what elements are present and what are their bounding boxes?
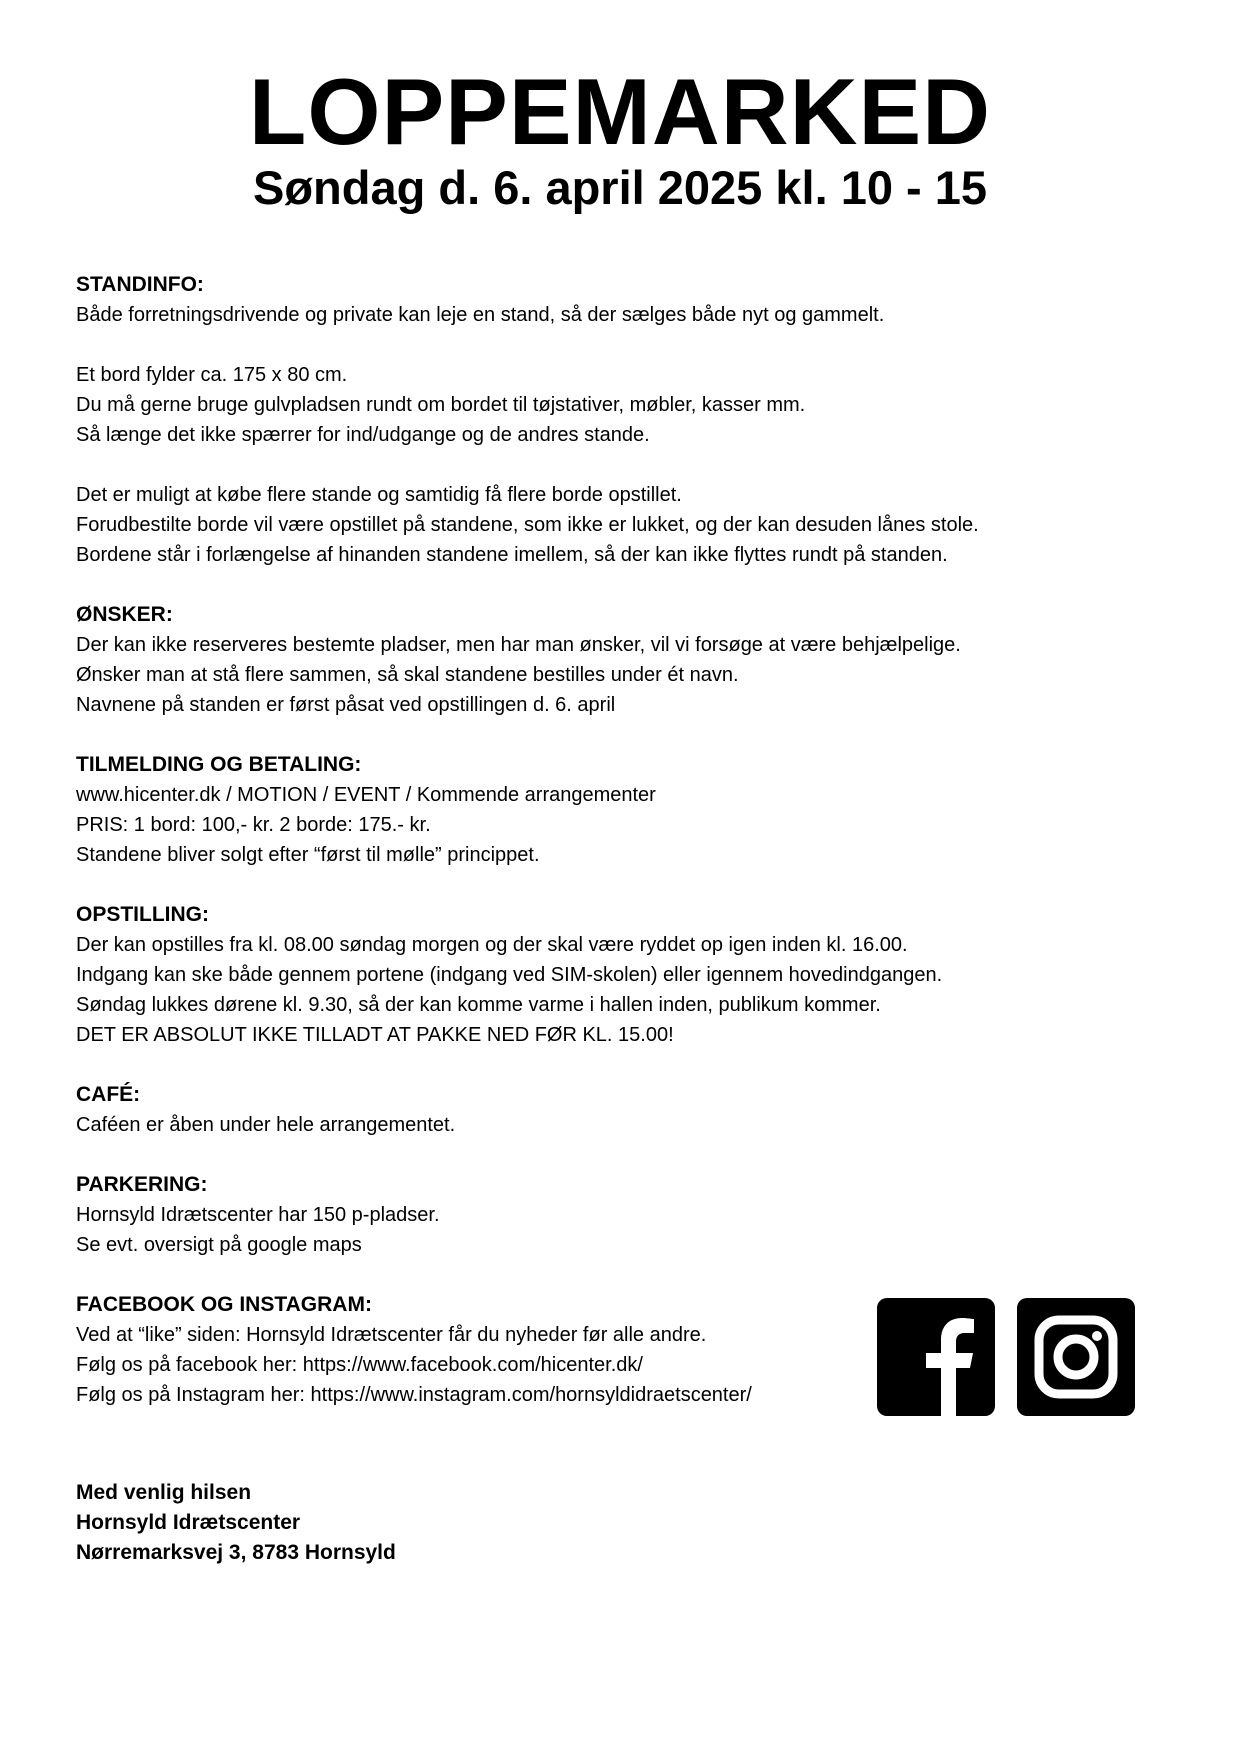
text-line: Ved at “like” siden: Hornsyld Idrætscenter får du nyheder før alle andre. [76,1324,707,1346]
spacer [76,330,1186,360]
event-date: Søndag d. 6. april 2025 kl. 10 - 15 [252,161,988,214]
section [76,1170,1186,1260]
social-icons [877,1298,1135,1416]
section-heading: STANDINFO: [76,273,204,296]
section [76,600,1186,720]
text-line: PRIS: 1 bord: 100,- kr. 2 borde: 175.- kr. [76,814,431,836]
text-line: Både forretningsdrivende og private kan leje en stand, så der sælges både nyt og gammelt. [76,304,885,326]
text-line: Søndag lukkes dørene kl. 9.30, så der kan komme varme i hallen inden, publikum kommer. [76,994,881,1016]
text-line: Bordene står i forlængelse af hinanden standene imellem, så der kan ikke flyttes rundt på standen. [76,544,948,566]
text-line: Så længe det ikke spærrer for ind/udgange og de andres stande. [76,424,650,446]
text-line: Se evt. oversigt på google maps [76,1234,362,1256]
text-line: Standene bliver solgt efter “først til mølle” princippet. [76,844,540,866]
page-title: LOPPEMARKED [248,59,992,164]
text-line: DET ER ABSOLUT IKKE TILLADT AT PAKKE NED FØR KL. 15.00! [76,1024,674,1046]
instagram-icon[interactable] [1017,1298,1135,1416]
spacer [76,450,1186,480]
text-line: Du må gerne bruge gulvpladsen rundt om bordet til tøjstativer, møbler, kasser mm. [76,394,806,416]
section-heading: PARKERING: [76,1173,208,1196]
text-line: Der kan ikke reserveres bestemte pladser, men har man ønsker, vil vi forsøge at være behjælpelige. [76,634,961,656]
info-sections [76,270,1186,1440]
signoff-line: Hornsyld Idrætscenter [76,1511,301,1534]
section [76,750,1186,870]
text-line: www.hicenter.dk / MOTION / EVENT / Kommende arrangementer [76,784,656,806]
text-line: Ønsker man at stå flere sammen, så skal standene bestilles under ét navn. [76,664,739,686]
signoff [76,1478,396,1568]
signoff-line: Med venlig hilsen [76,1481,252,1504]
text-line: Caféen er åben under hele arrangementet. [76,1114,456,1136]
text-line: Navnene på standen er først påsat ved opstillingen d. 6. april [76,694,616,716]
section-heading: TILMELDING OG BETALING: [76,753,362,776]
signoff-line: Nørremarksvej 3, 8783 Hornsyld [76,1541,396,1564]
text-line: Forudbestilte borde vil være opstillet på standene, som ikke er lukket, og der kan desuden lånes stole. [76,514,979,536]
section-heading: ØNSKER: [76,603,173,626]
text-line: Der kan opstilles fra kl. 08.00 søndag morgen og der skal være ryddet op igen inden kl. 16.00. [76,934,908,956]
section-heading: CAFÉ: [76,1083,141,1106]
section-heading: OPSTILLING: [76,903,209,926]
text-line: Det er muligt at købe flere stande og samtidig få flere borde opstillet. [76,484,682,506]
text-line: Indgang kan ske både gennem portene (indgang ved SIM-skolen) eller igennem hovedindgangen. [76,964,943,986]
text-line: Følg os på facebook her: https://www.facebook.com/hicenter.dk/ [76,1354,643,1376]
facebook-icon[interactable] [877,1298,995,1416]
section [76,900,1186,1050]
section-heading: FACEBOOK OG INSTAGRAM: [76,1293,372,1316]
section [76,1080,1186,1140]
text-line: Hornsyld Idrætscenter har 150 p-pladser. [76,1204,440,1226]
text-line: Følg os på Instagram her: https://www.instagram.com/hornsyldidraetscenter/ [76,1384,752,1406]
text-line: Et bord fylder ca. 175 x 80 cm. [76,364,348,386]
section [76,270,1186,570]
